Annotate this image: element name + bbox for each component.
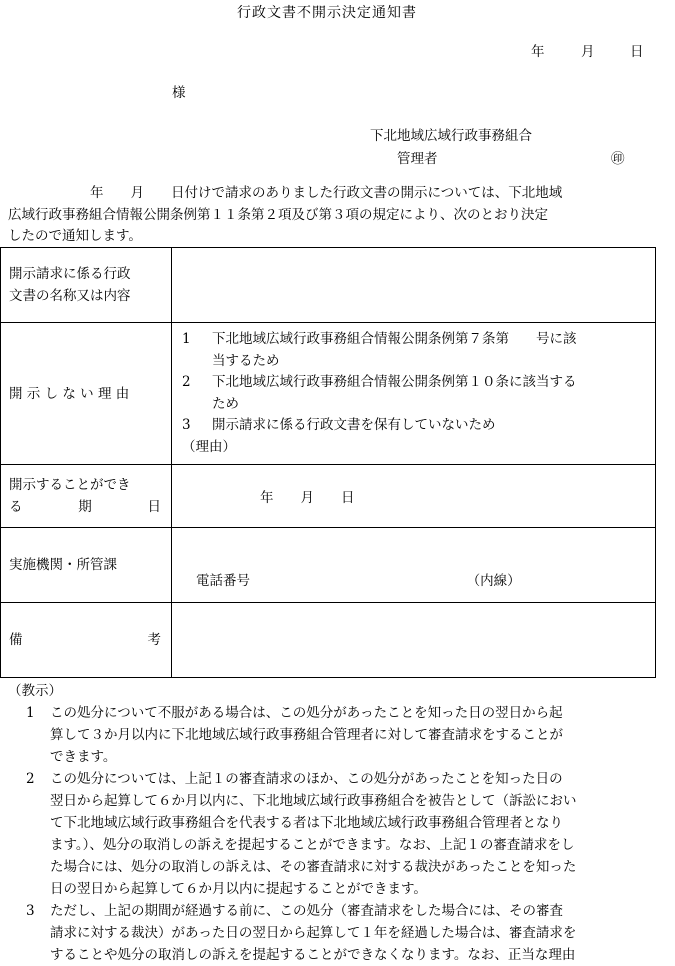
instruction-line: ます。）、処分の取消しの訴えを提起することができます。なお、上記１の審査請求をし — [50, 837, 575, 853]
intro-line: したので通知します。 — [8, 228, 142, 244]
instruction-item — [0, 702, 665, 768]
table-row — [1, 323, 656, 465]
issuer-organization: 下北地域広域行政事務組合 — [370, 128, 532, 144]
instruction-item — [0, 768, 665, 900]
instruction-line: ただし、上記の期間が経過する前に、この処分（審査請求をした場合には、その審査 — [50, 903, 563, 919]
instruction-line: た場合には、処分の取消しの訴えは、その審査請求に対する裁決があったことを知った — [50, 859, 577, 875]
reason-line: 当するため — [212, 352, 280, 369]
instruction-line: 算して３か月以内に下北地域広域行政事務組合管理者に対して審査請求をすることが — [50, 727, 563, 743]
remarks-label — [1, 603, 172, 678]
addressee-suffix: 様 — [172, 85, 186, 101]
instruction-line: この処分について不服がある場合は、この処分があったことを知った日の翌日から起 — [50, 705, 563, 721]
label-char: 日 — [147, 499, 161, 515]
table-row — [1, 248, 656, 323]
label-line: 開示請求に係る行政 — [9, 266, 131, 282]
label-char: 期 — [78, 499, 92, 515]
instructions-heading: （教示） — [8, 683, 62, 699]
instruction-line: することや処分の取消しの訴えを提起することができなくなります。なお、正当な理由 — [50, 947, 576, 963]
table-row — [1, 528, 656, 603]
instruction-text — [50, 900, 665, 966]
reason-number: 2 — [182, 374, 191, 390]
instructions-section — [0, 680, 665, 966]
agency-value — [172, 528, 656, 603]
reason-line: 下北地域広域行政事務組合情報公開条例第１０条に該当する — [212, 374, 577, 390]
reason-item — [182, 372, 647, 415]
reason-list — [172, 323, 656, 465]
instruction-number: 3 — [26, 903, 35, 919]
label-line — [9, 496, 171, 518]
disclosure-date-value: 年 月 日 — [172, 465, 656, 528]
label-char: る — [9, 499, 23, 515]
remarks-value — [172, 603, 656, 678]
intro-line: 広域行政事務組合情報公開条例第１１条第２項及び第３項の規定により、次のとおり決定 — [8, 206, 548, 223]
instruction-text — [50, 768, 665, 900]
extension-label: （内線） — [466, 573, 521, 589]
reason-item — [182, 415, 647, 437]
reason-text: 開示請求に係る行政文書を保有していないため — [212, 417, 496, 433]
intro-line: 年 月 日付けで請求のありました行政文書の開示については、下北地域 — [90, 185, 563, 201]
instruction-line: できます。 — [50, 749, 117, 765]
reason-note: （理由） — [182, 438, 236, 455]
reason-line: ため — [212, 395, 239, 412]
date-year: 年 — [531, 44, 545, 60]
intro-paragraph — [8, 183, 663, 248]
instruction-line: 日の翌日から起算して６か月以内に提起することができます。 — [50, 881, 427, 897]
table-row — [1, 603, 656, 678]
instruction-number: 1 — [26, 705, 35, 721]
disclosure-date-label — [1, 465, 172, 528]
label-char: 備 — [9, 632, 23, 648]
document-name-value — [172, 248, 656, 323]
instruction-line: 請求に対する裁決）があった日の翌日から起算して１年を経過した場合は、審査請求を — [50, 925, 577, 941]
decision-table — [0, 247, 656, 678]
reason-number: 3 — [182, 417, 191, 433]
agency-label: 実施機関・所管課 — [1, 528, 172, 603]
phone-label: 電話番号 — [196, 573, 250, 589]
instruction-line: この処分については、上記１の審査請求のほか、この処分があったことを知った日の — [50, 771, 563, 787]
reason-item — [182, 329, 647, 372]
date-month: 月 — [581, 44, 595, 60]
label-line: 開示することができ — [9, 477, 131, 493]
issuer-title: 管理者 — [397, 151, 438, 167]
document-title: 行政文書不開示決定通知書 — [237, 5, 417, 21]
seal-mark: ㊞ — [611, 151, 625, 167]
label-line: 文書の名称又は内容 — [9, 288, 131, 304]
instruction-line: 翌日から起算して６か月以内に、下北地域広域行政事務組合を被告として（訴訟におい — [50, 793, 577, 809]
instruction-number: 2 — [26, 771, 35, 787]
reason-line: 下北地域広域行政事務組合情報公開条例第７条第 号に該 — [212, 331, 577, 347]
label-char: 考 — [147, 632, 161, 648]
table-row — [1, 465, 656, 528]
nondisclosure-reason-label: 開 示 し な い 理 由 — [1, 323, 172, 465]
document-name-label — [1, 248, 172, 323]
reason-text — [212, 372, 577, 415]
reason-text — [212, 329, 577, 372]
instruction-text — [50, 702, 665, 768]
reason-number: 1 — [182, 331, 191, 347]
label-line — [9, 629, 171, 651]
instruction-line: て下北地域広域行政事務組合を代表する者は下北地域広域行政事務組合管理者となり — [50, 815, 563, 831]
date-day: 日 — [630, 44, 644, 60]
instruction-item — [0, 900, 665, 966]
